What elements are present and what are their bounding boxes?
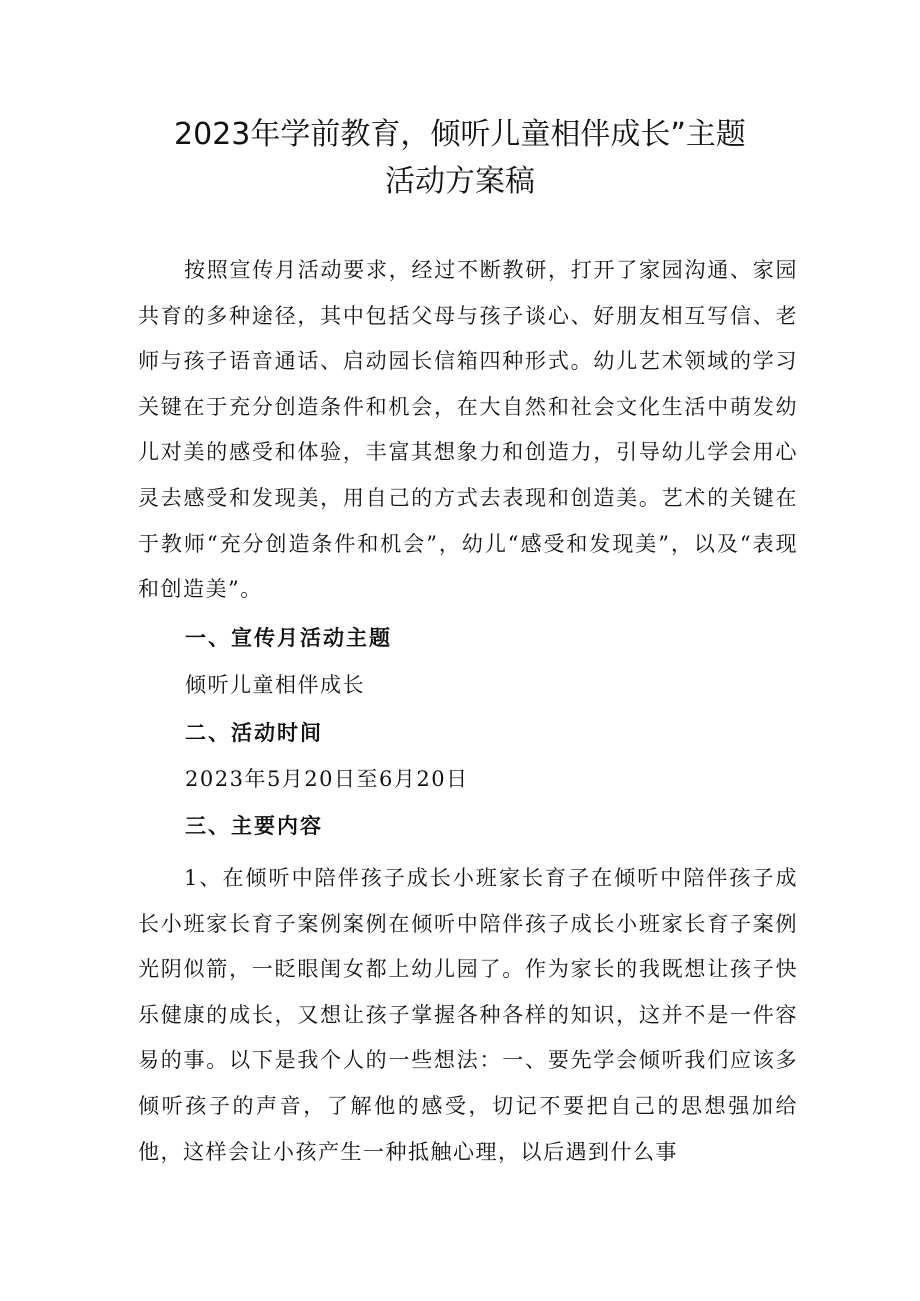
section-3-heading: 三、主要内容 [185,814,323,838]
section-2-heading: 二、活动时间 [185,721,323,745]
section-1-text: 倾听儿童相伴成长 [185,673,365,697]
section-3-paragraph: 1、在倾听中陪伴孩子成长小班家长育子在倾听中陪伴孩子成长小班家长育子案例案例在倾听中陪伴孩子成长小班家长育子案例光阴似箭，一眨眼闺女都上幼儿园了。作为家长的我既想让孩子快乐健康的成长，又想让孩子掌握各种各样的知识，这并不是一件容易的事。以下是我个人的一些想法：一、要先学会倾听我们应该多倾听孩子的声音，了解他的感受，切记不要把自己的思想强加给他，这样会让小孩产生一种抵触心理，以后遇到什么事 [138,866,798,1164]
section-1-heading: 一、宣传月活动主题 [185,626,392,650]
section-2-text: 2023年5月20日至6月20日 [185,767,469,791]
document-title-line-2: 活动方案稿 [385,164,535,199]
intro-paragraph: 按照宣传月活动要求，经过不断教研，打开了家园沟通、家园共育的多种途径，其中包括父母与孩子谈心、好朋友相互写信、老师与孩子语音通话、启动园长信箱四种形式。幼儿艺术领域的学习关键在于充分创造条件和机会，在大自然和社会文化生活中萌发幼儿对美的感受和体验，丰富其想象力和创造力，引导幼儿学会用心灵去感受和发现美，用自己的方式去表现和创造美。艺术的关键在于教师“充分创造条件和机会”，幼儿“感受和发现美”，以及“表现和创造美”。 [138,258,798,602]
document-title-line-1: 2023年学前教育，倾听儿童相伴成长”主题 [174,117,746,152]
